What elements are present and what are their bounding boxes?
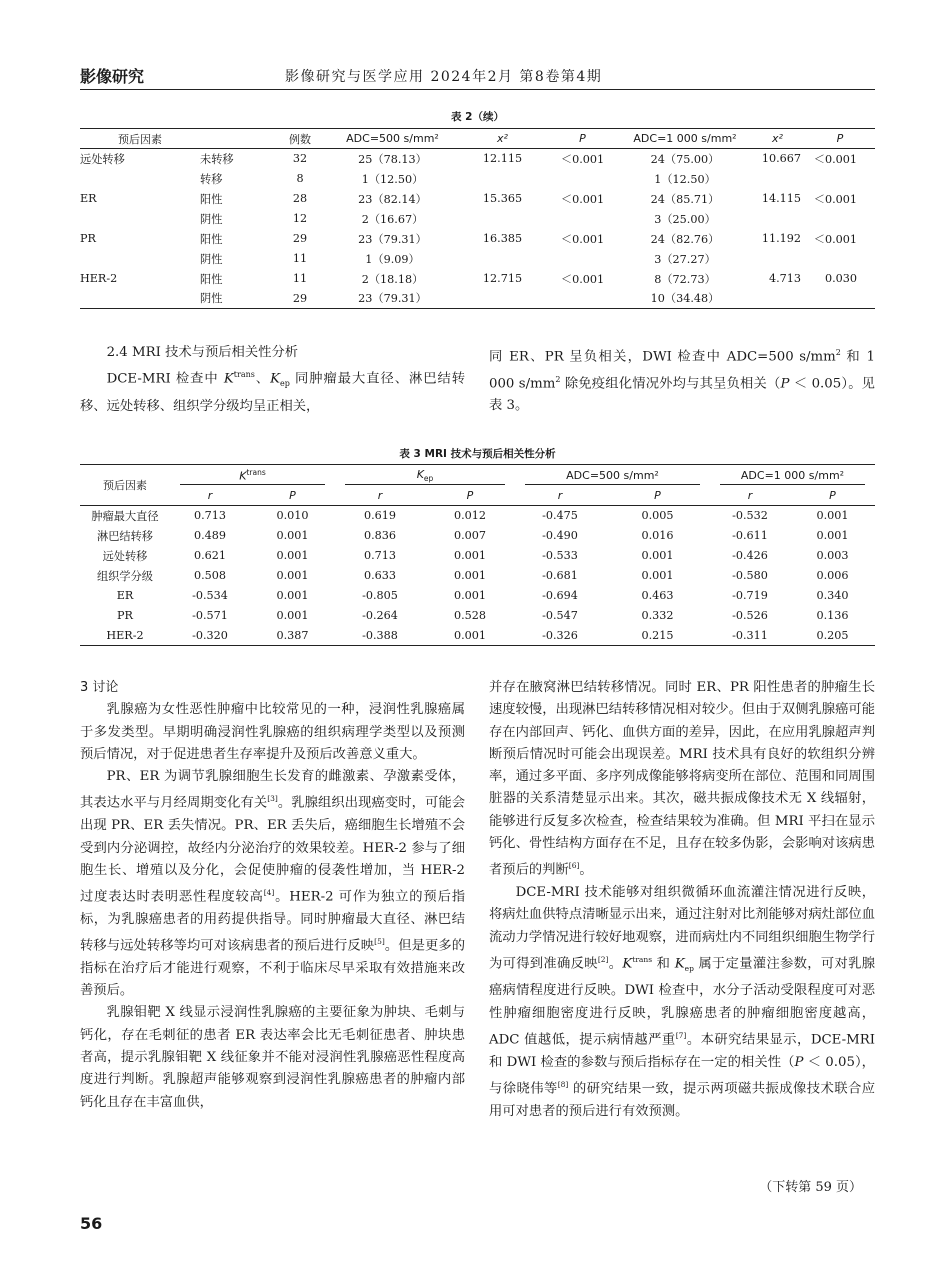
citation: [2]	[597, 954, 609, 964]
table-row	[80, 249, 875, 269]
table-cell: -0.326	[542, 628, 578, 642]
text: 和	[652, 956, 675, 972]
table2-header-cell: 预后因素	[80, 129, 200, 149]
table2-header-cell: x²	[750, 129, 805, 149]
table-cell	[460, 209, 545, 229]
table-cell: 阳性	[200, 192, 223, 206]
table-cell: HER-2	[106, 628, 144, 642]
table-cell: 23（79.31）	[358, 232, 427, 246]
table-cell: 12	[292, 212, 308, 225]
text: 除免疫组化情况外均与其呈负相关（	[560, 376, 781, 392]
table2	[80, 128, 875, 309]
text: 。乳腺组织出现癌变时，可能会出现 PR、ER 丢失情况。PR、ER 丢失后，癌细胞生长增殖不会受到内分泌调控，故经内分泌治疗的效果较差。HER-2 参与了细胞生长、增殖以及分化，会促使肿瘤的侵袭性增加，当 HER-2 过度表达时表明恶性程度较高	[80, 795, 465, 905]
table2-header-cell: ADC=1 000 s/mm²	[620, 129, 750, 149]
table-cell: 远处转移	[102, 549, 148, 563]
discussion-para-1: 乳腺癌为女性恶性肿瘤中比较常见的一种，浸润性乳腺癌属于多发类型。早期明确浸润性乳腺癌的组织病理学类型以及预测预后情况，对于促进患者生存率提升及预后改善意义重大。	[80, 702, 465, 762]
table-cell: 0.463	[641, 589, 674, 602]
table-cell: 1（12.50）	[654, 172, 716, 186]
table-cell: 未转移	[200, 152, 234, 166]
table3-group-adc500: ADC=500 s/mm²	[515, 465, 710, 486]
continued-note: （下转第 59 页）	[759, 1180, 862, 1195]
table-cell: -0.490	[542, 529, 578, 542]
sub-header-r: r	[710, 486, 790, 506]
table-cell: 0.713	[193, 509, 227, 523]
table-cell: 2（18.18）	[361, 272, 424, 286]
sub-header-p: P	[790, 486, 875, 506]
table-cell: 24（75.00）	[650, 152, 720, 166]
table-cell: -0.264	[362, 609, 398, 622]
table-row	[80, 289, 875, 309]
table-cell: ER	[116, 589, 134, 602]
table-cell: 24（85.71）	[650, 192, 720, 206]
table2-header-cell: ADC=500 s/mm²	[325, 129, 460, 149]
table-cell: 0.001	[453, 589, 487, 602]
table3-header-row-2	[80, 486, 875, 506]
table-cell: 1（9.09）	[365, 252, 420, 266]
table-cell: ＜0.001	[813, 152, 857, 166]
section-2-4-para	[80, 364, 465, 418]
table-cell: 15.365	[482, 192, 523, 205]
sub-header-p: P	[250, 486, 335, 506]
text: K	[270, 371, 280, 387]
table-row	[80, 546, 875, 566]
sub-header-r: r	[335, 486, 425, 506]
table-cell: -0.526	[732, 609, 768, 622]
text: trans	[246, 467, 266, 477]
text: 的研究结果一致，提示两项磁共振成像技术联合应用可对患者的预后进行有效预测。	[489, 1081, 875, 1119]
text: 。本研究结果显示，DCE-MRI 和 DWI 检查的参数与预后指标存在一定的相关性（	[489, 1032, 875, 1070]
page-number: 56	[80, 1214, 103, 1233]
text: 同 ER、PR 呈负相关，DWI 检查中 ADC=500 s/mm	[489, 349, 836, 365]
table-cell	[750, 289, 805, 309]
text: K	[239, 469, 247, 483]
table-cell: ＜0.001	[560, 272, 605, 286]
table3	[80, 464, 875, 646]
table-cell: 12.715	[482, 272, 523, 285]
table-row	[80, 526, 875, 546]
text: 属于定量灌注参数，可对乳腺癌病情程度进行反映。DWI 检查中，水分子活动受限程度可对恶性肿瘤细胞密度进行反映，乳腺癌患者的肿瘤细胞密度越高，ADC 值越低，提示病情越严重	[489, 956, 875, 1048]
text: K	[223, 371, 234, 387]
table-cell: 0.016	[641, 529, 674, 542]
table-row	[80, 189, 875, 209]
table-row	[80, 209, 875, 229]
table-cell: 24（82.76）	[650, 232, 720, 246]
table2-header-cell: 例数	[275, 129, 325, 149]
table-cell	[80, 249, 200, 269]
table3-group-ktrans	[170, 465, 335, 486]
table-cell: 0.621	[193, 549, 227, 562]
table-cell: ＜0.001	[560, 232, 605, 246]
table-row	[80, 229, 875, 249]
table-cell	[545, 289, 620, 309]
table-cell: 29	[292, 232, 308, 245]
table2-header-cell: x²	[460, 129, 545, 149]
table-cell: 远处转移	[80, 152, 125, 166]
text: 。	[579, 862, 593, 878]
table-cell: 23（82.14）	[358, 192, 427, 206]
table-cell: 0.001	[453, 628, 487, 642]
table-cell: 肿瘤最大直径	[91, 509, 159, 523]
table-cell	[750, 209, 805, 229]
text: 2	[835, 348, 841, 357]
table-cell: 0.215	[641, 628, 674, 642]
table-cell: ＜0.001	[813, 192, 857, 206]
text: ep	[280, 379, 290, 389]
table-cell: 0.633	[363, 569, 397, 582]
text: K	[416, 467, 424, 481]
table-row	[80, 149, 875, 169]
table-cell: 32	[292, 152, 308, 166]
sub-header-p: P	[425, 486, 515, 506]
table-cell: -0.547	[542, 609, 578, 622]
table-cell: 3（25.00）	[654, 212, 716, 226]
table-cell: -0.475	[542, 509, 578, 523]
table-cell: 4.713	[768, 272, 801, 285]
table-cell: 12.115	[482, 152, 523, 166]
table-cell: 0.001	[276, 569, 309, 582]
table-cell: 组织学分级	[97, 569, 153, 583]
table-cell	[805, 209, 875, 229]
text: DCE-MRI 检查中	[106, 371, 224, 387]
table3-group-adc1000: ADC=1 000 s/mm²	[710, 465, 875, 486]
table-cell: -0.719	[732, 589, 768, 602]
section-2-4-title: 2.4 MRI 技术与预后相关性分析	[106, 345, 299, 360]
table2-caption: 表 2（续）	[451, 111, 504, 123]
table-cell: 11	[292, 252, 308, 265]
table-cell: 14.115	[761, 192, 801, 205]
table-cell: ＜0.001	[813, 232, 857, 246]
text: 。HER-2 可作为独立的预后指标，为乳腺癌患者的用药提供指导。同时肿瘤最大直径、淋巴结转移与远处转移等均可对该病患者的预后进行反映	[80, 889, 465, 954]
table-cell: 10.667	[761, 152, 801, 166]
table-cell: 转移	[200, 172, 223, 186]
discussion-title: 3 讨论	[80, 680, 119, 695]
table2-header-cell: P	[805, 129, 875, 149]
table-cell: 11.192	[761, 232, 801, 245]
table-cell: -0.311	[732, 628, 768, 642]
table-cell: 0.001	[453, 569, 487, 582]
table-cell: 阴性	[200, 252, 223, 266]
discussion-para-3: 乳腺钼靶 X 线显示浸润性乳腺癌的主要征象为肿块、毛刺与钙化，存在毛刺征的患者 ER 表达率会比无毛刺征患者、肿块患者高，提示乳腺钼靶 X 线征象并不能对浸润性乳腺癌恶性程度高度进行判断。乳腺超声能够观察到浸润性乳腺癌患者的肿瘤内部钙化且存在丰富血供，	[80, 1005, 465, 1110]
table-cell: ＜0.001	[560, 152, 605, 166]
discussion-para-3-cont	[489, 677, 875, 882]
table-cell: 阴性	[200, 292, 223, 306]
table-cell	[545, 249, 620, 269]
table-cell: 0.713	[363, 549, 397, 562]
text: ep	[684, 964, 694, 974]
text: 。但是更多的指标在治疗后才能进行观察，不利于临床尽早采取有效措施来改善预后。	[80, 938, 466, 999]
table-cell: 0.836	[363, 529, 397, 542]
table-cell	[805, 169, 875, 189]
text: ＜ 0.05）。见表 3。	[489, 376, 875, 414]
table-cell: 0.340	[816, 589, 849, 602]
discussion-para-4	[489, 882, 875, 1123]
citation: [3]	[267, 794, 278, 804]
page-header	[80, 64, 875, 90]
table2-header-cell	[200, 129, 275, 149]
table-cell: 8	[296, 172, 304, 185]
table-cell: -0.571	[192, 609, 228, 622]
table-cell: -0.611	[732, 529, 768, 542]
text: ep	[423, 473, 434, 483]
table-cell: 10（34.48）	[650, 292, 720, 306]
table-cell: 0.332	[641, 609, 674, 622]
table-cell: 29	[292, 291, 308, 305]
table-cell: 淋巴结转移	[97, 529, 153, 543]
journal-name: 影像研究	[80, 67, 145, 86]
discussion-right-column	[489, 677, 875, 1123]
section-2-4-left	[80, 342, 465, 418]
table-cell: 1（12.50）	[361, 172, 424, 186]
table-cell: -0.320	[192, 628, 228, 642]
table-cell	[80, 209, 200, 229]
table-cell: 0.003	[816, 549, 849, 562]
table-row	[80, 566, 875, 586]
table3-factor-header: 预后因素	[80, 465, 170, 506]
table-cell: 0.528	[453, 609, 487, 622]
table-cell: 3（27.27）	[654, 252, 716, 266]
table-cell: 0.001	[641, 549, 674, 562]
text: 。	[608, 956, 623, 972]
text: 同肿瘤最大直径、淋巴结转移、远处转移、组织学分级均呈正相关，	[80, 371, 466, 414]
sub-header-r: r	[170, 486, 250, 506]
citation: [4]	[263, 888, 275, 898]
citation: [8]	[557, 1079, 569, 1089]
table-cell: -0.805	[362, 589, 398, 602]
table-cell: 0.489	[193, 529, 227, 542]
text: trans	[233, 370, 255, 380]
table-cell: ER	[80, 192, 97, 205]
table-cell	[750, 249, 805, 269]
table-cell	[460, 289, 545, 309]
text: 并存在腋窝淋巴结转移情况。同时 ER、PR 阳性患者的肿瘤生长速度较慢，出现淋巴结转移情况相对较少。但由于双侧乳腺癌可能存在内部回声、钙化、血供方面的差异，因此，在应用乳腺超声判断预后情况时可能会出现误差。MRI 技术具有良好的软组织分辨率，通过多平面、多序列成像能够将病变所在部位、范围和同周围脏器的关系清楚显示出来。其次，磁共振成像技术无 X 线辐射，能够进行反复多次检查，检查结果较为准确。但 MRI 平扫在显示钙化、骨性结构方面存在不足，且存在较多伪影，会影响对该病患者预后的判断	[489, 680, 875, 878]
table-cell: 0.007	[453, 529, 487, 542]
table-cell: 0.001	[276, 549, 309, 562]
table-cell: 阳性	[200, 232, 223, 246]
table-cell: 16.385	[482, 232, 523, 245]
table3-caption: 表 3 MRI 技术与预后相关性分析	[399, 448, 556, 460]
text: trans	[632, 954, 653, 964]
table-cell	[545, 169, 620, 189]
citation: [7]	[675, 1030, 687, 1040]
table-cell: 0.205	[816, 628, 849, 642]
table-cell: PR	[80, 232, 96, 245]
table3-header-row-1	[80, 465, 875, 486]
table-cell: HER-2	[80, 272, 118, 285]
table-cell: 0.619	[363, 509, 397, 523]
text: 2	[555, 374, 561, 384]
table-cell: 8（72.73）	[654, 272, 716, 286]
discussion-left-column	[80, 677, 465, 1114]
citation: [6]	[568, 861, 580, 871]
table-cell: -0.681	[542, 569, 578, 582]
table-cell: -0.426	[732, 549, 768, 562]
text: DCE-MRI 技术能够对组织微循环血流灌注情况进行反映，将病灶血供特点清晰显示出来，通过注射对比剂能够对病灶部位血流动力学情况进行较好地观察，进而病灶内不同组织细胞生物学行为可得到准确反映	[489, 885, 875, 972]
table-cell: -0.694	[542, 589, 578, 602]
table-cell: 0.001	[641, 569, 674, 582]
table-cell: -0.533	[542, 549, 578, 562]
text: 、	[254, 371, 271, 387]
table-cell: 0.010	[276, 509, 309, 523]
table-cell	[80, 289, 200, 309]
text: 和 1 000 s/mm	[489, 349, 875, 392]
table-cell	[460, 249, 545, 269]
table-cell: 2（16.67）	[361, 212, 424, 226]
section-2-4-para-cont	[489, 342, 875, 418]
table-cell: -0.532	[732, 509, 768, 523]
table-cell: 阳性	[200, 272, 223, 286]
text: PR、ER 为调节乳腺细胞生长发育的雌激素、孕激素受体，其表达水平与月经周期变化有关	[80, 769, 465, 811]
text: ＜ 0.05），与徐晓伟等	[489, 1054, 875, 1097]
table-cell: 0.001	[816, 529, 849, 542]
table-cell	[460, 169, 545, 189]
section-2-4-right	[489, 342, 875, 418]
text: K	[622, 956, 633, 972]
table2-header-cell: P	[545, 129, 620, 149]
table-cell: 0.001	[276, 589, 309, 602]
table-cell: 28	[292, 192, 308, 205]
citation: [5]	[374, 937, 385, 947]
table-cell: 0.136	[816, 609, 849, 622]
sub-header-p: P	[605, 486, 710, 506]
table2-header-row	[80, 129, 875, 149]
text: P	[780, 376, 790, 392]
table-row	[80, 506, 875, 526]
table-row	[80, 606, 875, 626]
table-row	[80, 586, 875, 606]
discussion-para-2	[80, 766, 465, 1002]
table-cell: 0.005	[641, 509, 674, 523]
table-row	[80, 169, 875, 189]
table-cell	[805, 249, 875, 269]
table-cell: 23（79.31）	[358, 292, 427, 306]
table-cell: -0.580	[732, 569, 768, 582]
table-cell	[545, 209, 620, 229]
table-row	[80, 626, 875, 646]
table-cell	[750, 169, 805, 189]
issue-info: 影像研究与医学应用 2024年2月 第8卷第4期	[285, 69, 603, 85]
table-cell: 0.001	[816, 509, 849, 523]
table-row	[80, 269, 875, 289]
table-cell	[805, 289, 875, 309]
table-cell: 25（78.13）	[358, 152, 427, 166]
text: K	[674, 956, 685, 972]
table-cell: PR	[117, 609, 133, 622]
table-cell: 阴性	[200, 212, 223, 226]
sub-header-r: r	[515, 486, 605, 506]
table3-group-kep	[335, 465, 515, 486]
table-cell: 0.030	[824, 272, 857, 285]
table-cell: 0.387	[276, 628, 309, 642]
table-cell: 0.001	[276, 529, 309, 542]
table-cell: 0.001	[453, 549, 487, 562]
table-cell: -0.534	[192, 589, 228, 602]
table-cell: 11	[292, 272, 308, 285]
table-cell: 0.001	[276, 609, 309, 622]
table-cell: 0.006	[816, 569, 849, 582]
table-cell: 0.508	[193, 569, 227, 582]
table-cell: -0.388	[362, 628, 398, 642]
table-cell	[80, 169, 200, 189]
table-cell: 0.012	[453, 509, 487, 523]
table-cell: ＜0.001	[560, 192, 605, 206]
text: P	[794, 1054, 804, 1070]
